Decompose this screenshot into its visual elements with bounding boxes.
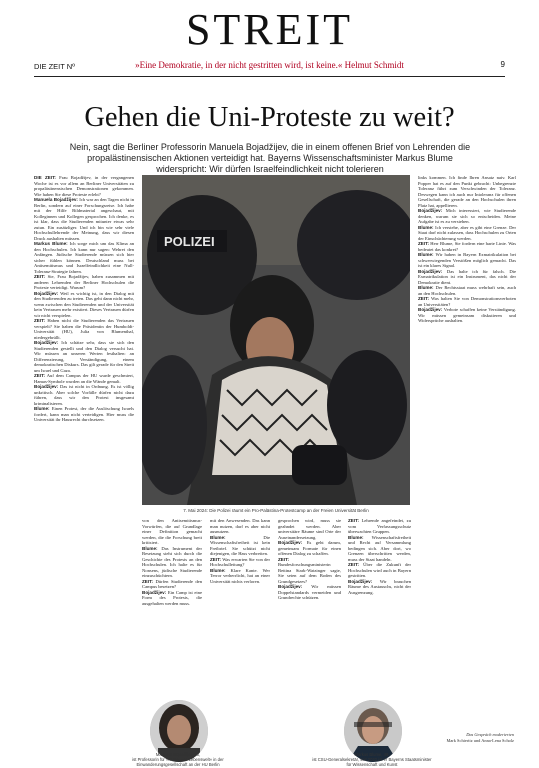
speaker-label: Bojadžijev:: [278, 584, 303, 589]
interviewer-credit: [430, 732, 514, 743]
interview-paragraph: [418, 285, 516, 296]
protest-photo: [142, 175, 410, 505]
speaker-label: Blume:: [210, 534, 226, 540]
interview-paragraph: [418, 241, 516, 252]
paragraph-text: Klare Kante. Wer Terror verherrlicht, hat an einer Universität nichts verloren.: [210, 567, 270, 584]
interview-paragraph: [418, 296, 516, 307]
headline: Gehen die Uni-Proteste zu weit?: [84, 102, 455, 133]
interview-paragraph: [34, 175, 134, 197]
interview-paragraph: [418, 307, 516, 324]
paragraph-text: mit den Anwesenden. Das kann man nutzen, darf es aber nicht ausnutzen.: [210, 518, 270, 534]
person1-name: Manuela Bojadžijev, 53,: [155, 752, 201, 757]
interview-paragraph: [418, 175, 516, 208]
photo-illustration: [142, 175, 410, 505]
interview-paragraph: [348, 518, 411, 535]
masthead: [0, 5, 539, 54]
paragraph-text: Haben nicht die Studierenden das Vertrauen verspielt? Sie haben die Präsidentin der Humboldt-Universität (HU), Julia von Blumenthal, niedergebrüllt.: [34, 318, 134, 340]
article-column-1: [34, 175, 134, 695]
interview-paragraph: [142, 518, 202, 546]
paragraph-text: Frau Bojadžijev, in der vergangenen Woche ist es vor allem an Berliner Universitäten zu propalästinensischen Demonstrationen gekommen. Wie haben Sie diese Proteste erlebt?: [34, 175, 134, 197]
speaker-label: Blume:: [418, 224, 434, 230]
interview-paragraph: [418, 225, 516, 242]
paragraph-text: Verbote schaffen keine Verständigung. Wir müssen gemeinsam diskutieren und Widersprüche aushalten.: [418, 307, 516, 323]
speaker-label: ZEIT:: [278, 556, 289, 562]
speaker-label: ZEIT:: [418, 241, 429, 246]
interview-paragraph: [34, 384, 134, 406]
article-column-6: [418, 175, 516, 700]
interview-paragraph: [34, 274, 134, 291]
svg-text:POLIZEI: POLIZEI: [164, 234, 215, 249]
paragraph-text: Die Wissenschaftsfreiheit ist kein Freibrief. Sie schützt nicht diejenigen, die Hass verbreiten.: [210, 534, 270, 556]
paragraph-text: Ich verstehe, aber es gibt eine Grenze. Der Staat darf nicht zulassen, dass Hochschulen zu Orten der Einschüchterung werden.: [418, 224, 516, 241]
photo-caption: 7. Mai 2024: Die Polizei räumt ein Pro-Palästina-Protestcamp an der Freien Universität Berlin: [183, 508, 369, 513]
paragraph-text: Bundesforschungsministerin Bettina Stark-Watzinger sagte, Sie seien auf dem Boden des Grundgesetzes?: [278, 562, 341, 584]
paragraph-text: Das ist nicht in Ordnung. Es ist völlig unkritisch. Aber solche Vorfälle dürfen nicht dazu führen, dass wir den Protest insgesamt kriminalisieren.: [34, 384, 134, 406]
speaker-label: ZEIT:: [34, 274, 45, 279]
interview-paragraph: [34, 241, 134, 274]
paragraph-text: Der Rechtsstaat muss wehrhaft sein, auch an den Hochschulen.: [418, 285, 516, 296]
interview-paragraph: [34, 373, 134, 384]
paragraph-text: Dürfen Studierende den Campus besetzen?: [142, 578, 202, 589]
paragraph-text: Ein Camp ist eine Form des Protests, die ausgehalten werden muss.: [142, 589, 202, 606]
speaker-label: Bojadžijev:: [348, 578, 373, 584]
interview-paragraph: [348, 535, 411, 563]
paragraph-text: Ich sorge mich um das Klima an den Hochschulen. Ich kann nur sagen: Wehret den Anfängen. Jüdische Studierende müssen sich hier sicher fühlen können. Deutschland muss bei Antisemitismus und Israelfeindlichkeit eine Null-Toleranz-Strategie fahren.: [34, 241, 134, 274]
speaker-label: Bojadžijev:: [142, 589, 167, 595]
speaker-label: Blume:: [210, 567, 226, 573]
paragraph-text: Auf dem Campus der HU wurde geschmiert, Hamas-Symbole wurden an die Wände gemalt.: [34, 373, 134, 384]
interviewer-label: Das Gespräch moderierten: [466, 732, 514, 737]
speaker-label: ZEIT:: [348, 562, 359, 567]
interview-paragraph: [418, 269, 516, 286]
interview-paragraph: [34, 340, 134, 373]
paragraph-text: Das halte ich für falsch. Die Exmatrikulation ist ein Instrument, das nicht der Demokratie dient.: [418, 268, 516, 285]
paragraph-text: Sie, Frau Bojadžijev, haben zusammen mit anderen Lehrenden der Berliner Hochschulen die Proteste verteidigt. Warum?: [34, 274, 134, 290]
interview-paragraph: [210, 557, 270, 568]
interview-paragraph: [418, 208, 516, 225]
speaker-label: ZEIT:: [34, 318, 45, 323]
paragraph-text: Ich war an den Tagen nicht in Berlin, sondern auf einer Forschungsreise. Ich habe mit der Hilfe Bildmaterial angeschaut, mit Kolleginnen und Kollegen gesprochen. Ich denke, es ist klar, dass die Studierenden mitunter etwas sehr zutun. Ein zusätzliger. Und ich bin wie sehr viele Hochschullehrende der Meinung, dass wir diesen Druck aushalten müssen.: [34, 197, 134, 241]
speaker-label: Bojadžijev:: [278, 540, 303, 545]
interview-paragraph: [278, 518, 341, 540]
interview-paragraph: [34, 197, 134, 241]
paragraph-text: Weil es wichtig ist, in den Dialog mit den Studierenden zu treten. Das geht dann nicht mehr, wenn zwischen den Studierenden und der Universität kein Vertrauen mehr existiert. Dieses Vertrauen dürfen wir nicht verspielen.: [34, 290, 134, 318]
speaker-label: Blume:: [418, 285, 434, 290]
speaker-label: Manuela Bojadžijev:: [34, 197, 78, 202]
speaker-label: Bojadžijev:: [418, 268, 443, 274]
issue-label: DIE ZEIT Nº: [34, 62, 75, 71]
speaker-label: Blume:: [418, 252, 434, 257]
speaker-label: Markus Blume:: [34, 241, 68, 246]
article-column-3: [210, 518, 270, 768]
speaker-label: Blume:: [34, 406, 50, 411]
top-line: [34, 60, 505, 74]
paragraph-text: Was halten Sie von Demonstrationsverboten an Universitäten?: [418, 296, 516, 307]
paragraph-text: Ich schätze sehr, dass sie sich den Studierenden gestellt und den Dialog versucht hat. Wir müssen an unseren Werten festhalten: an Differenzierung, Verständigung, einem demokratischen Diskurs. Das gilt gerade für den Streit um Israel und Gaza.: [34, 340, 134, 373]
paragraph-text: Das Instrument der Besetzung sieht sich durch die Geschichte des Protests an den Hochschulen. Ich halte es für Nonsens, jüdische Studierende einzuschüchtern.: [142, 545, 202, 578]
speaker-label: ZEIT:: [348, 518, 359, 523]
speaker-label: Bojadžijev:: [34, 340, 59, 345]
paragraph-text: Über die Zukunft der Hochschulen wird auch in Bayern gestritten.: [348, 562, 411, 578]
section-title: STREIT: [185, 5, 354, 54]
interview-paragraph: [34, 318, 134, 340]
person1-desc: ist Professorin für »Kultur und Lebenswelt« in der Einwanderungsgesellschaft an der HU Berlin: [132, 757, 224, 767]
speaker-label: ZEIT:: [418, 296, 429, 301]
interview-paragraph: [278, 557, 341, 585]
person2-desc: ist CSU-Generalsekretär, seit 2022 ist er Bayerns Staatsminister für Wissenschaft und Kunst: [312, 757, 432, 767]
interview-paragraph: [34, 406, 134, 423]
speaker-label: Bojadžijev:: [34, 384, 59, 389]
speaker-label: ZEIT:: [142, 578, 153, 584]
interview-paragraph: [278, 540, 341, 557]
interviewer-names: Mark Schieritz und Anna-Lena Scholz: [446, 737, 514, 743]
page-number: 9: [500, 60, 505, 69]
portrait-caption-bojadzijev: [118, 752, 238, 767]
header-rule: [34, 76, 505, 77]
speaker-label: Bojadžijev:: [418, 208, 443, 213]
paragraph-text: Herr Blume, Sie fordern eine harte Linie. Was bedeutet das konkret?: [418, 241, 516, 252]
speaker-label: Bojadžijev:: [418, 307, 443, 312]
speaker-label: Bojadžijev:: [34, 290, 59, 296]
interview-paragraph: [142, 579, 202, 590]
interview-paragraph: [34, 291, 134, 319]
interview-paragraph: [210, 518, 270, 535]
interview-paragraph: [348, 562, 411, 579]
speaker-label: ZEIT:: [210, 556, 221, 562]
interview-paragraph: [418, 252, 516, 269]
paragraph-text: gesprochen wird, muss sie geahndet werden. Aber universitäre Räume sind Orte der Auseinandersetzung.: [278, 518, 341, 540]
paragraph-text: Es geht darum, gemeinsam Formate für einen offenen Dialog zu schaffen.: [278, 540, 341, 556]
interview-paragraph: [210, 535, 270, 557]
paragraph-text: Lehrende angefeindet, zu vom Verfassungsschutz überwachten Gruppen.: [348, 518, 411, 534]
paragraph-text: links kommen. Ich finde Ihren Ansatz naiv. Karl Popper hat es auf den Punkt gebracht: Unbegrenzte Toleranz führt zum Verschwinden der Toleranz. Deswegen kann ich auch nur Intoleranz für offenen Gesellschaft, die gerade an den Hochschulen ihren Platz hat, appellieren.: [418, 175, 516, 208]
speaker-label: DIE ZEIT:: [34, 175, 56, 180]
motto: »Eine Demokratie, in der nicht gestritten wird, ist keine.« Helmut Schmidt: [135, 60, 404, 70]
interview-paragraph: [142, 546, 202, 579]
paragraph-text: Was erwarten Sie von der Hochschulleitung?: [210, 556, 270, 567]
teaser: Nein, sagt die Berliner Professorin Manuela Bojadžijev, die in einem offenen Brief von Lehrenden die propalästinensischen Aktionen verteidigt hat. Bayerns Wissenschaftsminister Markus Blume widerspricht: Wir dürfen Israelfeindlichkeit nicht tolerieren: [69, 142, 471, 174]
speaker-label: Blume:: [142, 545, 158, 551]
person2-name: Markus Blume, 49,: [354, 752, 390, 757]
speaker-label: ZEIT:: [34, 373, 45, 378]
article-column-4: [278, 518, 341, 768]
portrait-caption-blume: [312, 752, 432, 767]
interview-paragraph: [348, 579, 411, 596]
speaker-label: Blume:: [348, 534, 364, 540]
interview-paragraph: [278, 584, 341, 601]
paragraph-text: Wir müssen Doppelstandards vermeiden und Grundrechte schützen.: [278, 584, 341, 600]
paragraph-text: Wir haben in Bayern Exmatrikulation bei schwerwiegenden Verstößen möglich gemacht. Das ist ein klares Signal.: [418, 252, 516, 268]
paragraph-text: Wir brauchen Räume des Austauschs, nicht der Ausgrenzung.: [348, 578, 411, 595]
paragraph-text: Wissenschaftsfreiheit und Recht auf Versammlung bedingen sich. Aber dort, wo Grenzen überschritten werden, muss der Staat handeln.: [348, 534, 411, 562]
paragraph-text: Einen Protest, der die Auslöschung Israels fordert, kann man nicht verteidigen. Hier muss die Universität ihr Hausrecht durchsetzen.: [34, 406, 134, 422]
paragraph-text: von den Antisemitismus-Vorwürfen, die auf Grundlage einer Definition gemacht werden, die die Forschung breit kritisiert.: [142, 518, 202, 545]
interview-paragraph: [142, 590, 202, 607]
paragraph-text: Mich interessiert, wie Studierende denken, warum sie sich so entscheiden. Meine Aufgabe ist es zu verstehen.: [418, 208, 516, 224]
interview-paragraph: [210, 568, 270, 585]
